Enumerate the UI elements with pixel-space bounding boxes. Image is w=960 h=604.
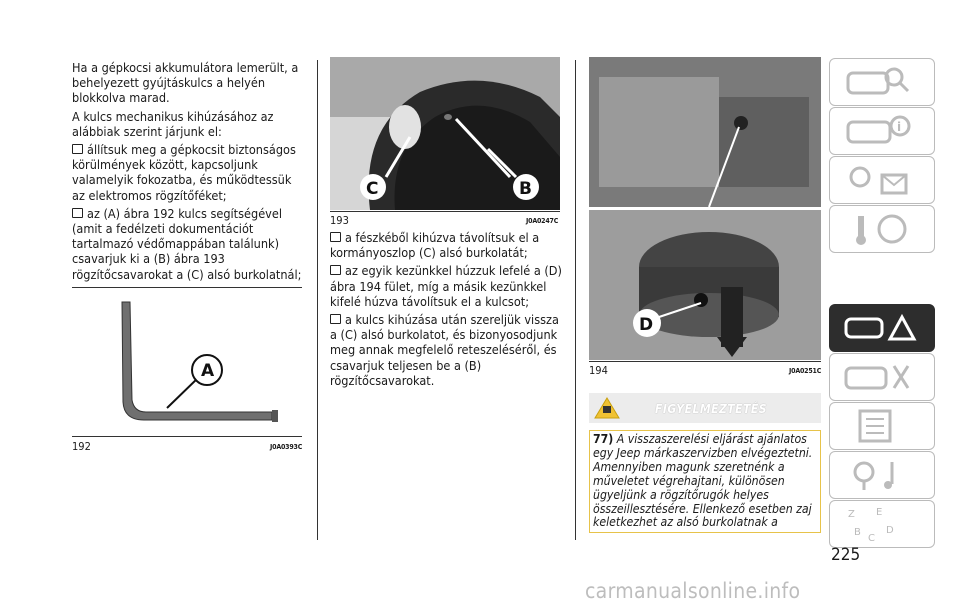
sidebar-tab-lights-messages[interactable] (829, 156, 935, 204)
figure-194-caption-rule (589, 361, 821, 362)
sidebar-tab-dashboard-search[interactable] (829, 58, 935, 106)
sidebar-tab-emergency[interactable] (829, 304, 935, 352)
car-info-icon (830, 108, 934, 154)
paragraph-procedure-intro: A kulcs mechanikus kihúzásához az alábbiak szerint járjunk el: (72, 108, 274, 139)
page-number: 225 (831, 545, 861, 565)
steering-key-icon (830, 206, 934, 252)
figure-192-number: 192 (72, 440, 91, 453)
bullet-icon (72, 208, 83, 218)
checklist-icon (830, 403, 934, 449)
svg-text:B: B (854, 527, 861, 538)
column-divider-1 (317, 60, 318, 540)
step-pull-tab: az egyik kezünkkel húzzuk lefelé a (D) ábra 194 fület, míg a másik kezünkkel kifelé húzva távolítsuk el a kulcsot; (330, 263, 562, 309)
car-tools-icon (830, 354, 934, 400)
step-unscrew-screws: az (A) ábra 192 kulcs segítségével (amit a fedélzeti dokumentációt tartalmazó védőmappában találunk) csavarjuk ki a (B) ábra 193 rögzítőcsavarokat a (C) alsó burkolatnál; (72, 205, 302, 282)
figure-193-steering-column-cover (330, 57, 560, 210)
warning-number: 77) (593, 432, 614, 446)
sidebar-tab-index[interactable] (829, 500, 935, 548)
column-divider-2 (575, 60, 576, 540)
figure-194-number: 194 (589, 364, 608, 377)
bullet-icon (72, 144, 83, 154)
bullet-icon (330, 232, 341, 242)
step-remove-cover: a fészkéből kihúzva távolítsuk el a kormányoszlop (C) alsó burkolatát; (330, 230, 540, 261)
figure-194-key-release-tab (589, 57, 821, 360)
svg-text:Z: Z (848, 509, 855, 520)
figure-193-number: 193 (330, 214, 349, 227)
step-stop-vehicle: állítsuk meg a gépkocsit biztonságos körülmények között, kapcsoljunk valamelyik fokozatba, és működtessük az elektromos rögzítőféket; (72, 142, 296, 203)
left-column-text (72, 60, 307, 285)
step-refit-cover: a kulcs kihúzása után szereljük vissza a (C) alsó burkolatot, és bizonyosodjunk meg annak megfelelő reteszeléséről, és csavarjuk teljesen be a (B) rögzítőcsavarokat. (330, 312, 559, 388)
map-music-icon (830, 452, 934, 498)
paragraph-battery: Ha a gépkocsi akkumulátora lemerült, a behelyezett gyújtáskulcs a helyén blokkolva marad. (72, 60, 299, 106)
watermark: carmanualsonline.info (585, 579, 801, 603)
sidebar-tab-car-info[interactable] (829, 107, 935, 155)
svg-text:E: E (876, 507, 883, 518)
sidebar-tab-multimedia[interactable] (829, 451, 935, 499)
bullet-icon (330, 314, 341, 324)
figure-top-rule (72, 287, 302, 288)
warning-text: 77) A visszaszerelési eljárást ajánlatos egy Jeep márkaszervizben elvégeztetni. Amennyiben magunk szeretnénk a műveletet végrehajtani, különösen ügyeljünk a rögzítőrugók helyes összeillesztésére. Ellenkező esetben zaj keletkezhet az alsó burkolatnak a (593, 432, 813, 530)
figure-193-caption-rule (330, 211, 560, 212)
svg-text:C: C (868, 533, 875, 544)
car-search-icon (830, 59, 934, 105)
figure-192-torx-key (72, 290, 304, 435)
figure-194-code: J0A0251C (789, 367, 822, 375)
label-c: C (366, 179, 379, 199)
sidebar-tab-starting-driving[interactable] (829, 205, 935, 253)
label-a: A (201, 361, 215, 381)
sidebar-tab-technical-data[interactable] (829, 402, 935, 450)
label-d: D (639, 315, 654, 335)
figure-192-caption-rule (72, 436, 302, 437)
label-b: B (519, 179, 532, 199)
warning-icon (594, 397, 620, 419)
svg-text:i: i (897, 120, 902, 134)
sidebar-tab-maintenance[interactable] (829, 353, 935, 401)
warning-title: FIGYELMEZTETÉS (655, 402, 768, 416)
svg-text:D: D (886, 525, 894, 536)
car-warning-icon (830, 305, 934, 351)
figure-193-code: J0A0247C (526, 217, 559, 225)
bullet-icon (330, 265, 341, 275)
figure-192-code: J0A0393C (270, 443, 303, 451)
middle-column-text (330, 230, 566, 391)
dashboard-lights-icon (830, 157, 934, 203)
alphabet-index-icon (830, 501, 934, 547)
